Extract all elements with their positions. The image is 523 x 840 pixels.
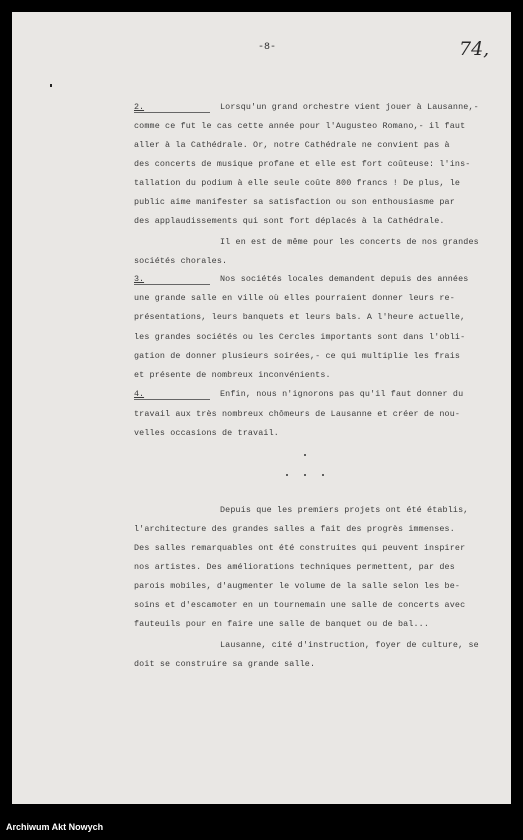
text-line: et présente de nombreux inconvénients. bbox=[134, 370, 331, 380]
separator-dot bbox=[322, 474, 324, 476]
text-line: Depuis que les premiers projets ont été établis, bbox=[220, 505, 469, 515]
text-line: des applaudissements qui sont fort déplacés à la Cathédrale. bbox=[134, 216, 445, 226]
text-line: fauteuils pour en faire une salle de banquet ou de bal... bbox=[134, 619, 430, 629]
page-number: -8- bbox=[258, 42, 277, 53]
text-line: présentations, leurs banquets et leurs bals. A l'heure actuelle, bbox=[134, 312, 466, 322]
text-line: travail aux très nombreux chômeurs de Lausanne et créer de nou- bbox=[134, 409, 461, 419]
section-underline bbox=[134, 399, 210, 400]
text-line: les grandes sociétés ou les Cercles importants sont dans l'obli- bbox=[134, 332, 466, 342]
separator-dot bbox=[304, 474, 306, 476]
separator-dot bbox=[286, 474, 288, 476]
text-line: nos artistes. Des améliorations techniques permettent, par des bbox=[134, 562, 455, 572]
section-number: 4. bbox=[134, 389, 145, 399]
handwritten-folio-number: 74, bbox=[459, 38, 490, 60]
section-number: 2. bbox=[134, 102, 145, 112]
text-line: doit se construire sa grande salle. bbox=[134, 659, 316, 669]
margin-mark bbox=[50, 84, 52, 87]
text-line: une grande salle en ville où elles pourraient donner leurs re- bbox=[134, 293, 455, 303]
section-underline bbox=[134, 112, 210, 113]
text-line: Lausanne, cité d'instruction, foyer de culture, se bbox=[220, 640, 479, 650]
text-line: Des salles remarquables ont été construites qui peuvent inspirer bbox=[134, 543, 466, 553]
text-line: gation de donner plusieurs soirées,- ce qui multiplie les frais bbox=[134, 351, 461, 361]
text-line: sociétés chorales. bbox=[134, 256, 228, 266]
text-line: Lorsqu'un grand orchestre vient jouer à Lausanne,- bbox=[220, 102, 479, 112]
separator-dot bbox=[304, 454, 306, 456]
document-page bbox=[12, 12, 511, 804]
text-line: Nos sociétés locales demandent depuis des années bbox=[220, 274, 469, 284]
text-line: Il en est de même pour les concerts de nos grandes bbox=[220, 237, 479, 247]
text-line: Enfin, nous n'ignorons pas qu'il faut donner du bbox=[220, 389, 464, 399]
text-line: soins et d'escamoter en un tournemain une salle de concerts avec bbox=[134, 600, 466, 610]
text-line: velles occasions de travail. bbox=[134, 428, 279, 438]
text-line: parois mobiles, d'augmenter le volume de la salle selon les be- bbox=[134, 581, 461, 591]
text-line: l'architecture des grandes salles a fait des progrès immenses. bbox=[134, 524, 455, 534]
section-number: 3. bbox=[134, 274, 145, 284]
archive-label: Archiwum Akt Nowych bbox=[6, 822, 104, 832]
text-line: des concerts de musique profane et elle est fort coûteuse: l'ins- bbox=[134, 159, 471, 169]
text-line: tallation du podium à elle seule coûte 800 francs ! De plus, le bbox=[134, 178, 461, 188]
text-line: public aime manifester sa satisfaction ou son enthousiasme par bbox=[134, 197, 455, 207]
text-line: aller à la Cathédrale. Or, notre Cathédrale ne convient pas à bbox=[134, 140, 450, 150]
section-underline bbox=[134, 284, 210, 285]
text-line: comme ce fut le cas cette année pour l'Augusteo Romano,- il faut bbox=[134, 121, 466, 131]
